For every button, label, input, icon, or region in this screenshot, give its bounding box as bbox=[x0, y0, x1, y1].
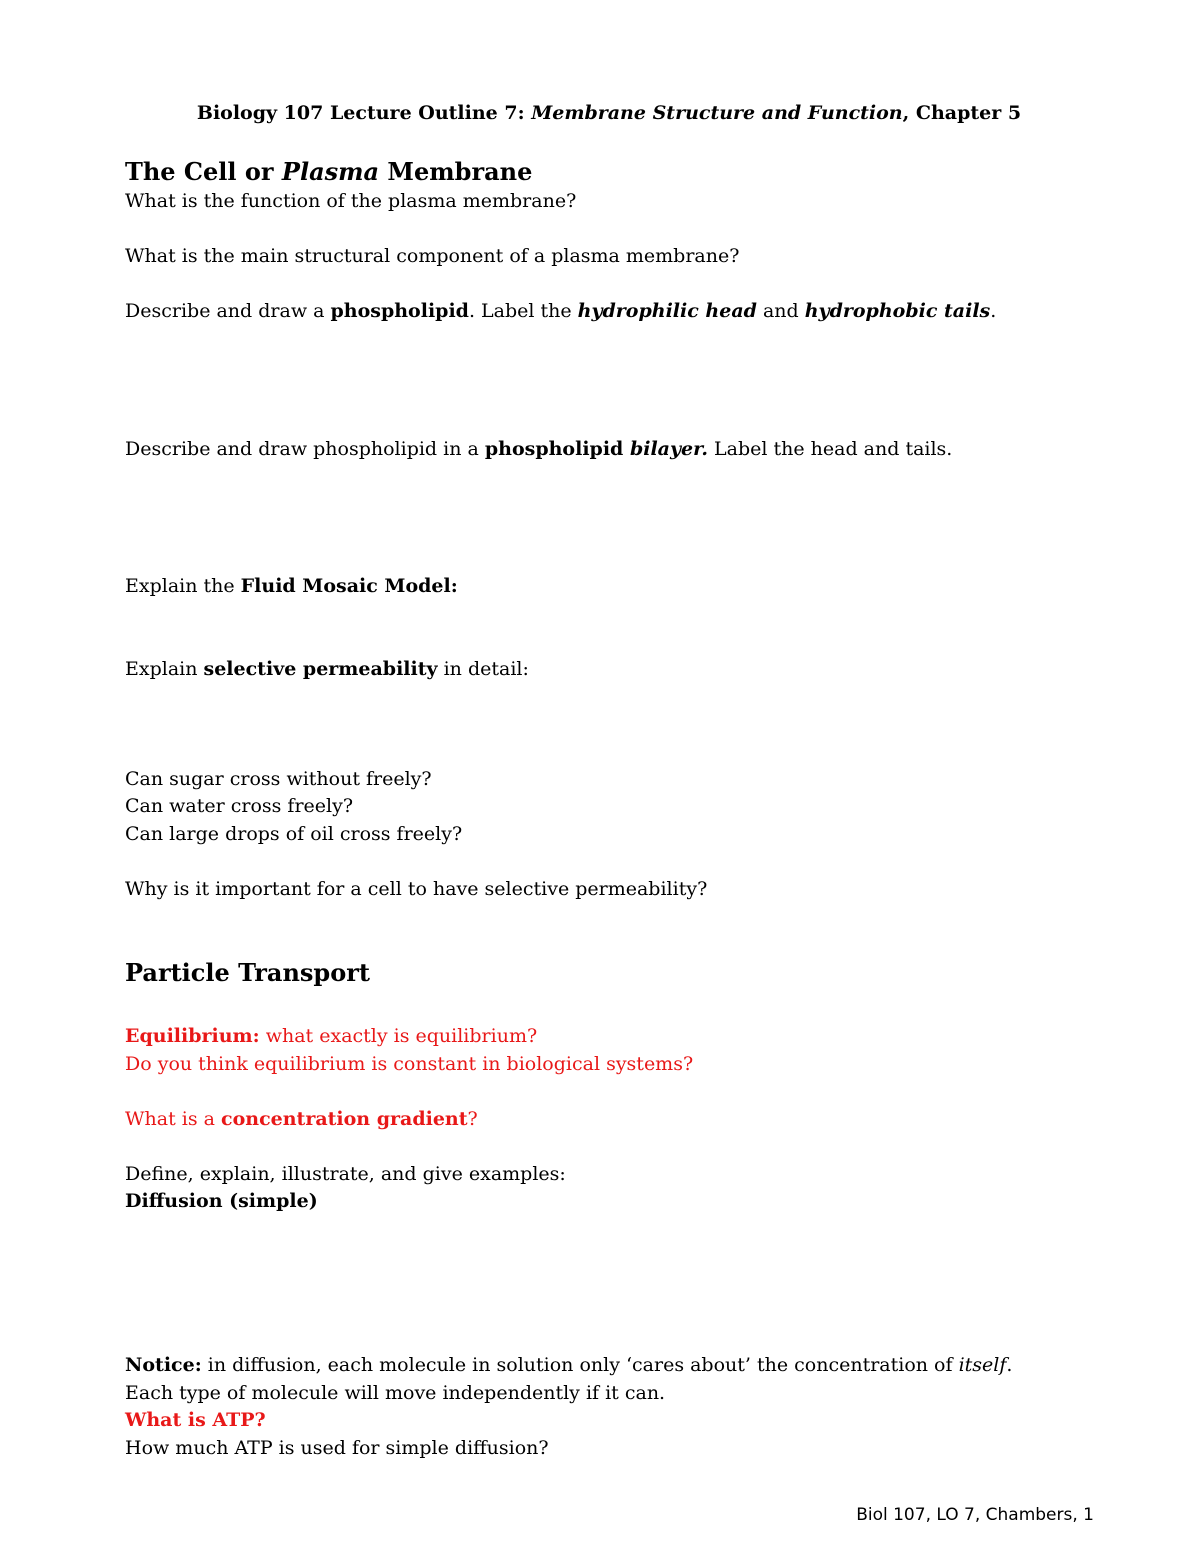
prompt-selective-permeability: Explain selective permeability in detail: bbox=[125, 658, 529, 680]
title-italic: Membrane Structure and Function bbox=[531, 102, 903, 124]
notice-diffusion: Notice: in diffusion, each molecule in solution only ‘cares about’ the concentration of itself. bbox=[125, 1354, 1013, 1376]
question-structural-component: What is the main structural component of a plasma membrane? bbox=[125, 245, 740, 267]
page-title bbox=[0, 99, 1200, 127]
question-function: What is the function of the plasma membrane? bbox=[125, 190, 577, 212]
question-concentration-gradient: What is a concentration gradient? bbox=[125, 1108, 478, 1130]
notice-independent: Each type of molecule will move independently if it can. bbox=[125, 1382, 666, 1404]
section-heading-plasma-membrane: The Cell or Plasma Membrane bbox=[125, 157, 533, 186]
title-prefix: Biology 107 Lecture Outline 7: bbox=[196, 102, 532, 124]
question-sugar: Can sugar cross without freely? bbox=[125, 768, 432, 790]
question-atp: What is ATP? bbox=[125, 1409, 266, 1431]
title-suffix: , Chapter 5 bbox=[902, 102, 1022, 124]
question-oil: Can large drops of oil cross freely? bbox=[125, 823, 463, 845]
question-water: Can water cross freely? bbox=[125, 795, 354, 817]
page-footer: Biol 107, LO 7, Chambers, 1 bbox=[856, 1505, 1094, 1525]
question-why-selective: Why is it important for a cell to have selective permeability? bbox=[125, 878, 708, 900]
question-equilibrium-constant: Do you think equilibrium is constant in biological systems? bbox=[125, 1053, 694, 1075]
question-atp-usage: How much ATP is used for simple diffusion? bbox=[125, 1437, 549, 1459]
section-heading-particle-transport: Particle Transport bbox=[125, 958, 370, 987]
prompt-bilayer: Describe and draw phospholipid in a phospholipid bilayer. Label the head and tails. bbox=[125, 438, 953, 460]
prompt-phospholipid: Describe and draw a phospholipid. Label the hydrophilic head and hydrophobic tails. bbox=[125, 300, 997, 322]
prompt-define-explain: Define, explain, illustrate, and give examples: bbox=[125, 1163, 566, 1185]
question-equilibrium: Equilibrium: what exactly is equilibrium? bbox=[125, 1025, 538, 1047]
term-diffusion-simple: Diffusion (simple) bbox=[125, 1190, 318, 1212]
prompt-fluid-mosaic: Explain the Fluid Mosaic Model: bbox=[125, 575, 458, 597]
